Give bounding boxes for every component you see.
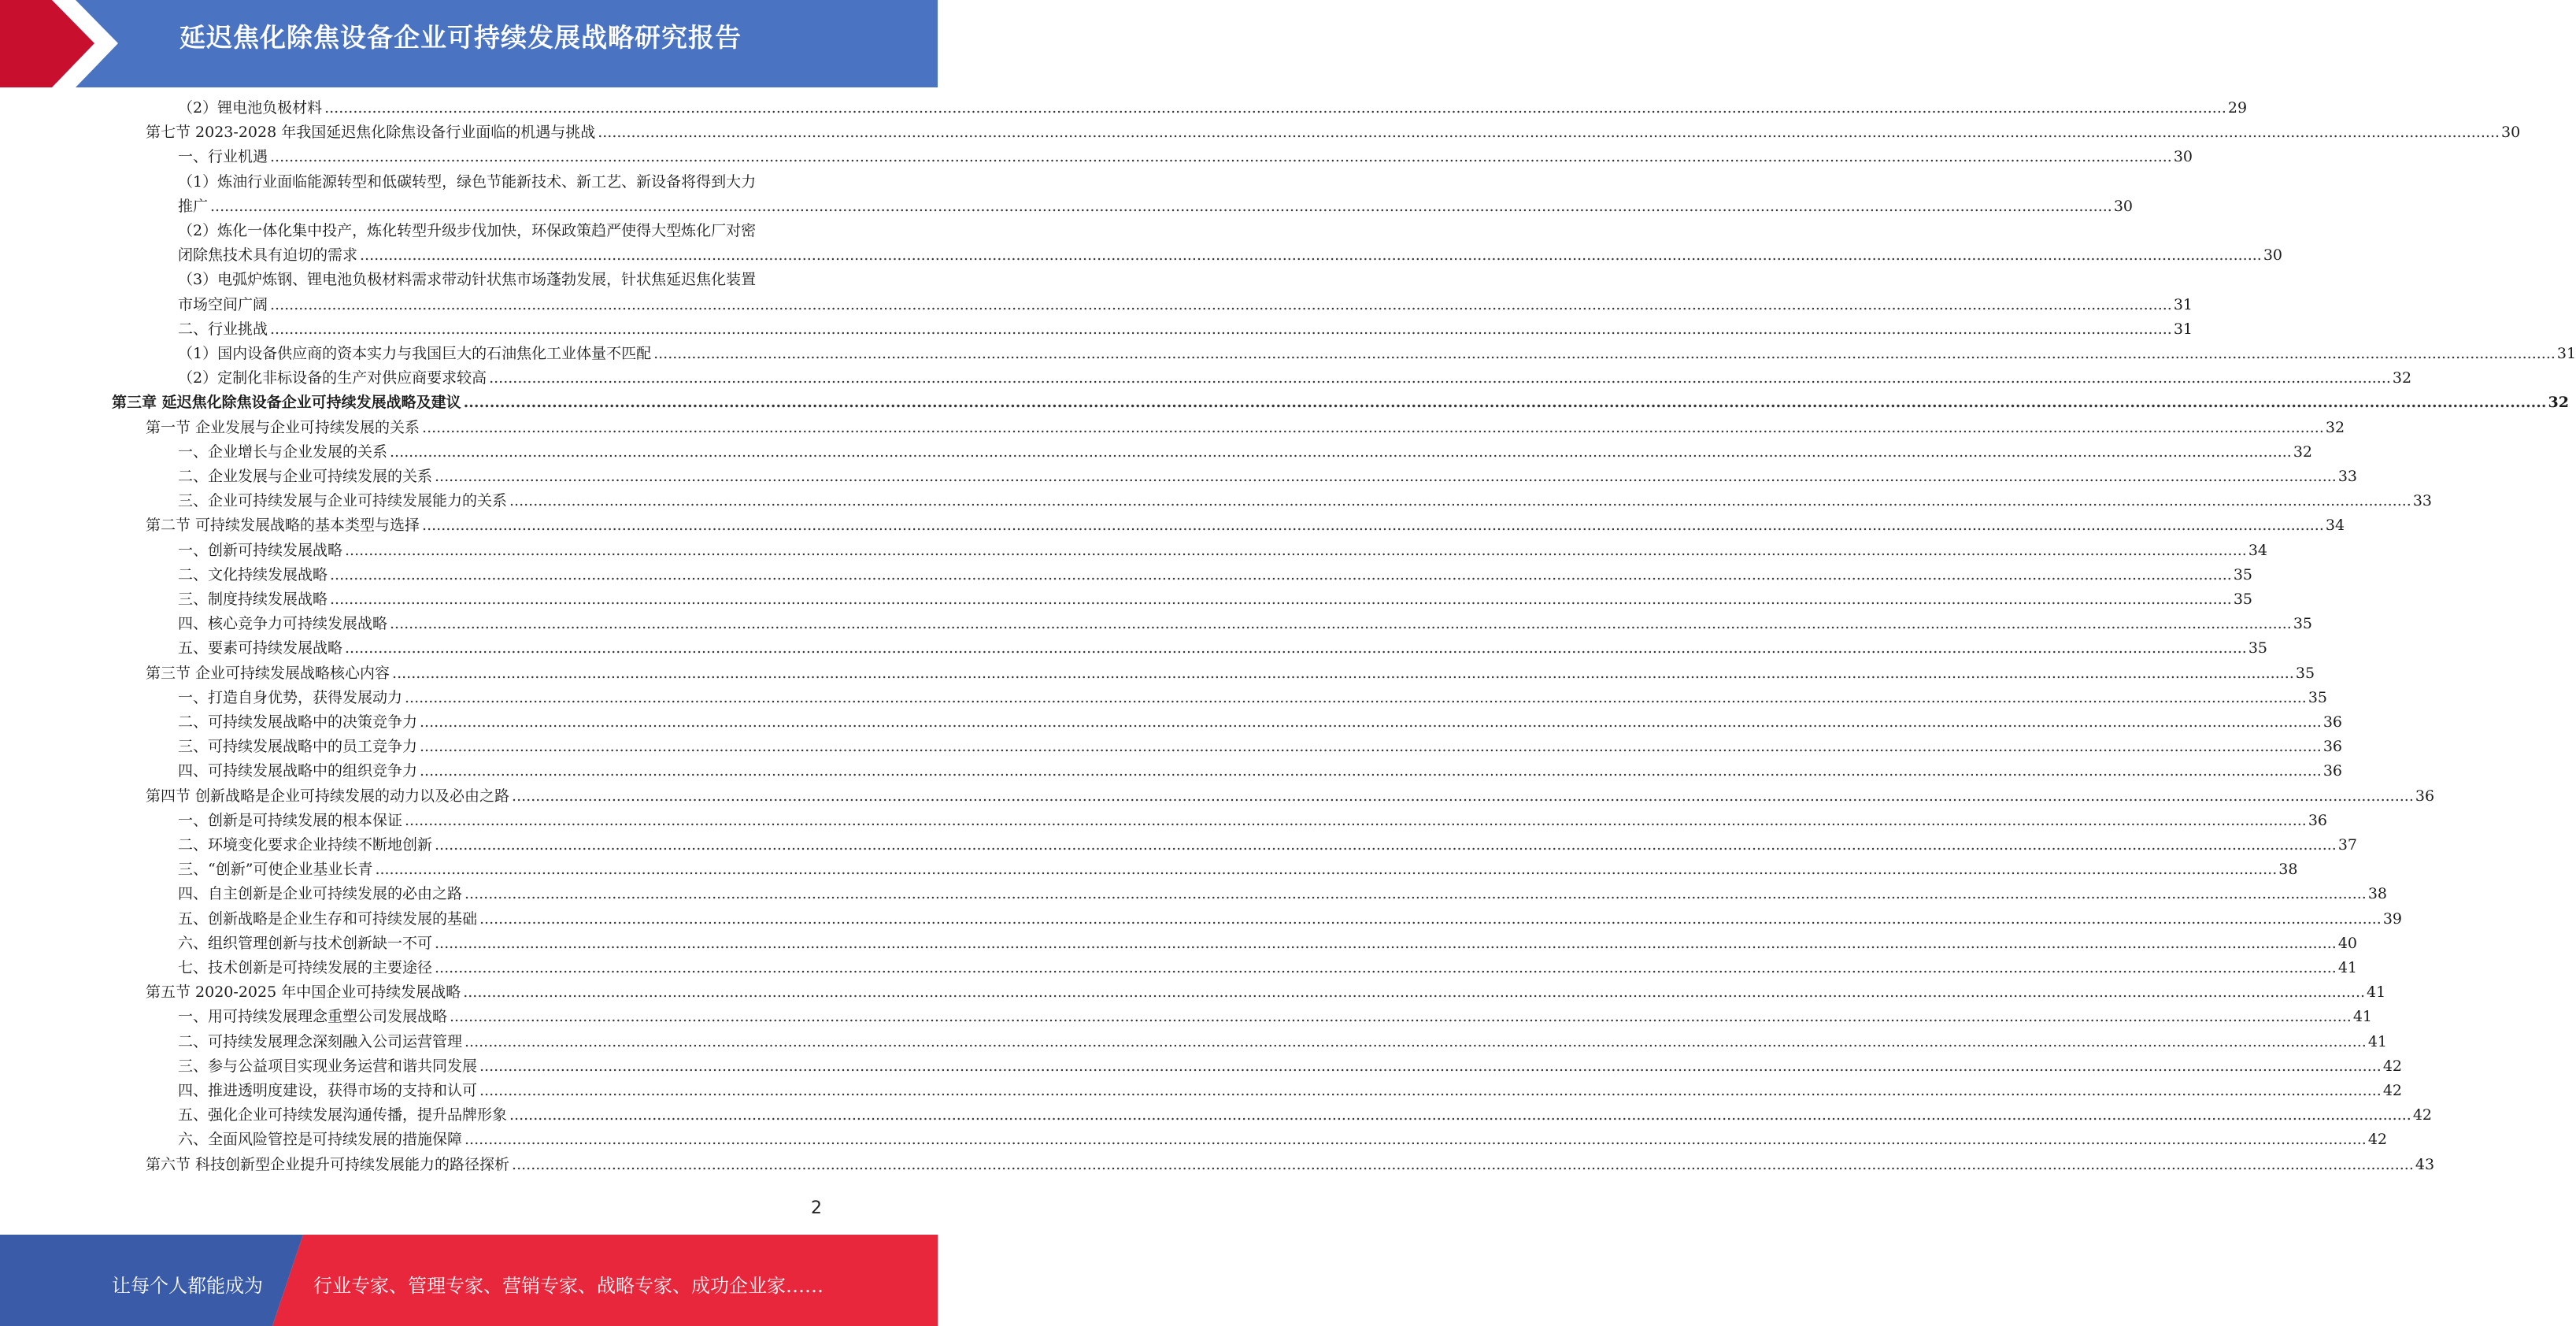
toc-page-number: 42 <box>2382 1082 2403 1099</box>
toc-entry-title: 五、要素可持续发展战略 <box>178 639 343 657</box>
toc-section-entry[interactable] <box>146 983 2386 1002</box>
toc-leader-dots: ................................................................................................................................................................................................................................................................................................................................................................................................................ <box>422 517 2324 535</box>
toc-entry-title: 一、行业机遇 <box>178 148 268 166</box>
toc-subsection-entry[interactable] <box>178 688 2328 706</box>
toc-page-number: 32 <box>2325 418 2345 436</box>
toc-leader-dots: ................................................................................................................................................................................................................................................................................................................................................................................................................ <box>360 246 2262 265</box>
toc-page-number: 38 <box>2278 861 2298 879</box>
toc-leader-dots: ................................................................................................................................................................................................................................................................................................................................................................................................................ <box>270 320 2172 338</box>
toc-entry-title: 二、企业发展与企业可持续发展的关系 <box>178 468 433 485</box>
toc-leader-dots: ................................................................................................................................................................................................................................................................................................................................................................................................................ <box>435 468 2337 485</box>
toc-page-number: 31 <box>2173 320 2193 338</box>
toc-leader-dots: ................................................................................................................................................................................................................................................................................................................................................................................................................ <box>479 1057 2382 1075</box>
footer-slogan-left: 让每个人都能成为 <box>112 1275 263 1297</box>
toc-page-number: 30 <box>2501 124 2521 142</box>
toc-leader-dots: ................................................................................................................................................................................................................................................................................................................................................................................................................ <box>464 1032 2367 1050</box>
toc-entry-title: 四、可持续发展战略中的组织竞争力 <box>178 762 418 780</box>
toc-entry-title: 第五节 2020-2025 年中国企业可持续发展战略 <box>146 983 461 1002</box>
report-title: 延迟焦化除焦设备企业可持续发展战略研究报告 <box>180 22 742 53</box>
toc-page-number: 34 <box>2248 541 2268 559</box>
toc-leader-dots: ................................................................................................................................................................................................................................................................................................................................................................................................................ <box>390 615 2292 633</box>
toc-leader-dots: ................................................................................................................................................................................................................................................................................................................................................................................................................ <box>509 1106 2411 1124</box>
toc-page-number: 35 <box>2233 591 2253 608</box>
toc-entry-title: 一、打造自身优势，获得发展动力 <box>178 688 403 706</box>
toc-entry-title: 第一节 企业发展与企业可持续发展的关系 <box>146 418 420 436</box>
toc-leader-dots: ................................................................................................................................................................................................................................................................................................................................................................................................................ <box>450 1008 2352 1026</box>
toc-subsection-entry[interactable] <box>178 885 2388 903</box>
toc-page-number: 33 <box>2337 468 2358 485</box>
toc-subsection-entry[interactable] <box>178 1057 2403 1075</box>
toc-entry-title: 六、全面风险管控是可持续发展的措施保障 <box>178 1131 463 1149</box>
toc-page-number: 33 <box>2412 492 2433 510</box>
toc-entry-title: 第七节 2023-2028 年我国延迟焦化除焦设备行业面临的机遇与挑战 <box>146 124 596 142</box>
page-header <box>0 0 938 87</box>
toc-subsection-entry[interactable] <box>178 369 2412 387</box>
toc-leader-dots: ................................................................................................................................................................................................................................................................................................................................................................................................................ <box>390 443 2292 461</box>
toc-leader-dots: ................................................................................................................................................................................................................................................................................................................................................................................................................ <box>210 197 2112 215</box>
toc-subsection-entry[interactable] <box>178 148 2193 166</box>
toc-page-number: 35 <box>2293 615 2313 633</box>
toc-entry-title: 四、自主创新是企业可持续发展的必由之路 <box>178 885 463 903</box>
toc-subsection-entry[interactable] <box>178 320 2193 338</box>
toc-leader-dots: ................................................................................................................................................................................................................................................................................................................................................................................................................ <box>435 934 2337 952</box>
footer-slogan-right: 行业专家、管理专家、营销专家、战略专家、成功企业家…… <box>313 1275 824 1297</box>
toc-entry-title: 三、企业可持续发展与企业可持续发展能力的关系 <box>178 492 508 510</box>
toc-leader-dots: ................................................................................................................................................................................................................................................................................................................................................................................................................ <box>598 124 2500 142</box>
toc-leader-dots: ................................................................................................................................................................................................................................................................................................................................................................................................................ <box>420 738 2322 756</box>
toc-subsection-entry[interactable] <box>178 1008 2373 1026</box>
toc-entry-title: 二、文化持续发展战略 <box>178 565 328 583</box>
toc-subsection-entry[interactable] <box>178 836 2358 854</box>
toc-entry-wrapped-line: （3）电弧炉炼钢、锂电池负极材料需求带动针状焦市场蓬勃发展，针状焦延迟焦化装置 <box>178 271 757 289</box>
page-footer <box>0 1235 938 1326</box>
toc-leader-dots: ................................................................................................................................................................................................................................................................................................................................................................................................................ <box>420 713 2322 731</box>
toc-leader-dots: ................................................................................................................................................................................................................................................................................................................................................................................................................ <box>479 909 2382 928</box>
toc-leader-dots: ................................................................................................................................................................................................................................................................................................................................................................................................................ <box>392 664 2294 682</box>
toc-entry-title: 四、推进透明度建设，获得市场的支持和认可 <box>178 1082 478 1099</box>
toc-leader-dots: ................................................................................................................................................................................................................................................................................................................................................................................................................ <box>512 1155 2414 1173</box>
toc-leader-dots: ................................................................................................................................................................................................................................................................................................................................................................................................................ <box>375 861 2278 879</box>
toc-subsection-entry[interactable] <box>178 713 2343 731</box>
toc-subsection-entry[interactable] <box>178 1106 2433 1124</box>
toc-subsection-entry[interactable] <box>178 959 2358 976</box>
toc-leader-dots: ................................................................................................................................................................................................................................................................................................................................................................................................................ <box>435 959 2337 976</box>
toc-subsection-entry[interactable] <box>178 99 2248 117</box>
toc-page-number: 41 <box>2352 1008 2373 1026</box>
toc-leader-dots: ................................................................................................................................................................................................................................................................................................................................................................................................................ <box>463 394 2547 412</box>
toc-leader-dots: ................................................................................................................................................................................................................................................................................................................................................................................................................ <box>330 565 2232 583</box>
toc-page-number: 38 <box>2367 885 2388 903</box>
toc-page-number: 41 <box>2367 983 2386 1002</box>
toc-entry-title: 二、环境变化要求企业持续不断地创新 <box>178 836 433 854</box>
toc-page-number: 42 <box>2367 1131 2388 1149</box>
toc-page-number: 36 <box>2322 762 2343 780</box>
toc-entry-title: 六、组织管理创新与技术创新缺一不可 <box>178 934 433 952</box>
toc-subsection-entry[interactable] <box>178 1131 2388 1149</box>
toc-entry-title: 四、核心竞争力可持续发展战略 <box>178 615 388 633</box>
toc-entry-title: 七、技术创新是可持续发展的主要途径 <box>178 959 433 976</box>
toc-page-number: 42 <box>2382 1057 2403 1075</box>
toc-entry-title: 一、用可持续发展理念重塑公司发展战略 <box>178 1008 448 1026</box>
toc-section-entry[interactable] <box>146 124 2521 142</box>
toc-entry-title: 三、参与公益项目实现业务运营和谐共同发展 <box>178 1057 478 1075</box>
toc-subsection-entry[interactable] <box>178 639 2268 657</box>
toc-entry-title: 五、强化企业可持续发展沟通传播，提升品牌形象 <box>178 1106 508 1124</box>
toc-entry-title: 二、可持续发展理念深刻融入公司运营管理 <box>178 1032 463 1050</box>
toc-leader-dots: ................................................................................................................................................................................................................................................................................................................................................................................................................ <box>405 811 2307 829</box>
toc-leader-dots: ................................................................................................................................................................................................................................................................................................................................................................................................................ <box>345 639 2247 657</box>
toc-entry-title: 第六节 科技创新型企业提升可持续发展能力的路径探析 <box>146 1155 510 1173</box>
toc-subsection-entry[interactable] <box>178 909 2403 928</box>
toc-chapter-entry[interactable] <box>112 394 2569 412</box>
toc-subsection-entry[interactable] <box>178 1082 2403 1099</box>
toc-leader-dots: ................................................................................................................................................................................................................................................................................................................................................................................................................ <box>270 148 2172 166</box>
toc-page-number: 30 <box>2263 246 2283 265</box>
toc-entry-wrapped-line: （1）炼油行业面临能源转型和低碳转型，绿色节能新技术、新工艺、新设备将得到大力 <box>178 172 757 191</box>
toc-section-entry[interactable] <box>146 664 2315 682</box>
toc-subsection-entry[interactable] <box>178 591 2253 608</box>
toc-page-number: 32 <box>2548 394 2569 412</box>
toc-entry-title: （2）锂电池负极材料 <box>178 99 323 117</box>
toc-entry-title: 二、行业挑战 <box>178 320 268 338</box>
toc-page-number: 40 <box>2337 934 2358 952</box>
toc-page-number: 34 <box>2325 517 2345 535</box>
toc-page-number: 35 <box>2248 639 2268 657</box>
toc-subsection-entry[interactable] <box>178 246 2283 265</box>
toc-leader-dots: ................................................................................................................................................................................................................................................................................................................................................................................................................ <box>405 688 2307 706</box>
toc-leader-dots: ................................................................................................................................................................................................................................................................................................................................................................................................................ <box>324 99 2226 117</box>
toc-entry-title: 第三节 企业可持续发展战略核心内容 <box>146 664 390 682</box>
toc-leader-dots: ................................................................................................................................................................................................................................................................................................................................................................................................................ <box>270 295 2172 313</box>
toc-page-number: 36 <box>2415 787 2435 805</box>
toc-subsection-entry[interactable] <box>178 541 2268 559</box>
toc-subsection-entry[interactable] <box>178 762 2343 780</box>
toc-entry-title: 二、可持续发展战略中的决策竞争力 <box>178 713 418 731</box>
toc-leader-dots: ................................................................................................................................................................................................................................................................................................................................................................................................................ <box>489 369 2391 387</box>
toc-leader-dots: ................................................................................................................................................................................................................................................................................................................................................................................................................ <box>512 787 2414 805</box>
toc-page-number: 30 <box>2113 197 2134 215</box>
toc-entry-title: （1）国内设备供应商的资本实力与我国巨大的石油焦化工业体量不匹配 <box>178 345 652 362</box>
toc-entry-title: 推广 <box>178 197 209 215</box>
toc-leader-dots: ................................................................................................................................................................................................................................................................................................................................................................................................................ <box>509 492 2411 510</box>
toc-subsection-entry[interactable] <box>178 443 2313 461</box>
toc-page-number: 42 <box>2412 1106 2433 1124</box>
toc-page-number: 35 <box>2295 664 2315 682</box>
toc-leader-dots: ................................................................................................................................................................................................................................................................................................................................................................................................................ <box>464 1131 2367 1149</box>
toc-page-number: 32 <box>2392 369 2412 387</box>
toc-page-number: 29 <box>2227 99 2248 117</box>
toc-page-number: 36 <box>2322 738 2343 756</box>
toc-page-number: 37 <box>2337 836 2358 854</box>
toc-page-number: 43 <box>2415 1155 2435 1173</box>
toc-section-entry[interactable] <box>146 1155 2435 1173</box>
toc-subsection-entry[interactable] <box>178 1032 2388 1050</box>
toc-subsection-entry[interactable] <box>178 811 2328 829</box>
toc-entry-title: 三、制度持续发展战略 <box>178 591 328 608</box>
toc-page-number: 41 <box>2367 1032 2388 1050</box>
toc-leader-dots: ................................................................................................................................................................................................................................................................................................................................................................................................................ <box>464 885 2367 903</box>
toc-subsection-entry[interactable] <box>178 197 2134 215</box>
toc-subsection-entry[interactable] <box>178 934 2358 952</box>
toc-leader-dots: ................................................................................................................................................................................................................................................................................................................................................................................................................ <box>653 345 2556 362</box>
toc-leader-dots: ................................................................................................................................................................................................................................................................................................................................................................................................................ <box>479 1082 2382 1099</box>
toc-subsection-entry[interactable] <box>178 565 2253 583</box>
toc-entry-title: 一、创新是可持续发展的根本保证 <box>178 811 403 829</box>
toc-page-number: 39 <box>2382 909 2403 928</box>
toc-leader-dots: ................................................................................................................................................................................................................................................................................................................................................................................................................ <box>345 541 2247 559</box>
toc-entry-title: 一、企业增长与企业发展的关系 <box>178 443 388 461</box>
toc-entry-title: 三、“创新”可使企业基业长青 <box>178 861 373 879</box>
toc-entry-title: 闭除焦技术具有迫切的需求 <box>178 246 358 265</box>
toc-page-number: 35 <box>2308 688 2328 706</box>
toc-leader-dots: ................................................................................................................................................................................................................................................................................................................................................................................................................ <box>420 762 2322 780</box>
toc-entry-title: 第二节 可持续发展战略的基本类型与选择 <box>146 517 420 535</box>
toc-entry-wrapped-line: （2）炼化一体化集中投产，炼化转型升级步伐加快，环保政策趋严使得大型炼化厂对密 <box>178 222 757 239</box>
toc-section-entry[interactable] <box>146 787 2435 805</box>
toc-entry-title: 五、创新战略是企业生存和可持续发展的基础 <box>178 909 478 928</box>
toc-subsection-entry[interactable] <box>178 468 2358 485</box>
toc-page-number: 30 <box>2173 148 2193 166</box>
toc-entry-title: 第四节 创新战略是企业可持续发展的动力以及必由之路 <box>146 787 510 805</box>
toc-leader-dots: ................................................................................................................................................................................................................................................................................................................................................................................................................ <box>435 836 2337 854</box>
toc-entry-title: 市场空间广阔 <box>178 295 268 313</box>
toc-leader-dots: ................................................................................................................................................................................................................................................................................................................................................................................................................ <box>330 591 2232 608</box>
toc-subsection-entry[interactable] <box>178 345 2576 362</box>
toc-entry-title: 一、创新可持续发展战略 <box>178 541 343 559</box>
toc-page-number: 36 <box>2308 811 2328 829</box>
toc-subsection-entry[interactable] <box>178 295 2193 313</box>
toc-page-number: 35 <box>2233 565 2253 583</box>
toc-subsection-entry[interactable] <box>178 738 2343 756</box>
toc-entry-title: 第三章 延迟焦化除焦设备企业可持续发展战略及建议 <box>112 394 461 412</box>
toc-subsection-entry[interactable] <box>178 492 2433 510</box>
toc-page-number: 36 <box>2322 713 2343 731</box>
toc-page-number: 41 <box>2337 959 2358 976</box>
toc-page-number: 32 <box>2293 443 2313 461</box>
toc-section-entry[interactable] <box>146 517 2345 535</box>
toc-leader-dots: ................................................................................................................................................................................................................................................................................................................................................................................................................ <box>463 983 2366 1002</box>
toc-leader-dots: ................................................................................................................................................................................................................................................................................................................................................................................................................ <box>422 418 2324 436</box>
toc-page-number: 31 <box>2173 295 2193 313</box>
toc-entry-title: 三、可持续发展战略中的员工竞争力 <box>178 738 418 756</box>
toc-subsection-entry[interactable] <box>178 861 2298 879</box>
toc-page-number: 31 <box>2556 345 2576 362</box>
page-number: 2 <box>811 1198 822 1218</box>
toc-section-entry[interactable] <box>146 418 2345 436</box>
toc-subsection-entry[interactable] <box>178 615 2313 633</box>
toc-entry-title: （2）定制化非标设备的生产对供应商要求较高 <box>178 369 487 387</box>
